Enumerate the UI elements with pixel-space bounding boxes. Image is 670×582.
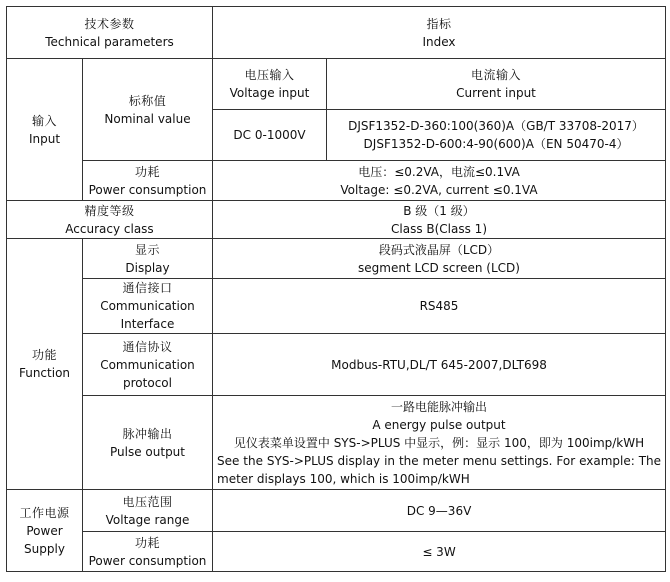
function-group-cn: 功能	[31, 348, 57, 362]
supply-power-value: ≤ 3W	[422, 544, 456, 559]
current-input-en: Current input	[456, 86, 536, 100]
input-group-cell	[7, 59, 83, 201]
function-pulse-row	[7, 396, 666, 490]
voltage-range-cn: 电压范围	[122, 494, 173, 509]
function-group-en: Function	[18, 366, 71, 380]
voltage-range-label-cell	[83, 490, 213, 532]
supply-power-label-cell	[83, 532, 213, 572]
accuracy-label-en: Accuracy class	[65, 221, 154, 236]
supply-power-value-cell	[213, 532, 666, 572]
header-index-cn: 指标	[426, 16, 452, 31]
current-value-cell	[327, 110, 666, 161]
comm-protocol-cn: 通信协议	[122, 339, 173, 354]
pulse-label-en: Pulse output	[110, 444, 185, 459]
power-supply-group-en-2: Supply	[24, 541, 65, 556]
pulse-note-en: See the SYS->PLUS display in the meter menu settings. For example: The meter displays 100, which is 100imp/kWH	[217, 453, 662, 486]
comm-protocol-label-cell	[83, 334, 213, 396]
voltage-range-value-cell	[213, 490, 666, 532]
voltage-value: DC 0-1000V	[233, 128, 306, 142]
voltage-range-value: DC 9—36V	[406, 503, 472, 518]
input-group-cn: 输入	[31, 113, 57, 128]
accuracy-value-cell	[213, 201, 666, 239]
voltage-range-en: Voltage range	[105, 512, 190, 527]
input-power-label-cell	[83, 161, 213, 201]
input-group-en: Input	[28, 131, 61, 146]
display-value-en: segment LCD screen (LCD)	[358, 260, 520, 275]
header-row	[7, 7, 666, 59]
comm-interface-value-cell	[213, 279, 666, 334]
power-supply-group-cell	[7, 490, 83, 572]
supply-power-cn: 功耗	[134, 535, 160, 550]
power-supply-group-en-1: Power	[26, 523, 63, 538]
header-param-en: Technical parameters	[45, 34, 174, 49]
comm-protocol-en-2: protocol	[123, 375, 172, 390]
current-input-header	[327, 59, 666, 110]
display-value-cell	[213, 239, 666, 279]
pulse-value-cn: 一路电能脉冲输出	[391, 399, 488, 414]
nominal-value-en: Nominal value	[104, 111, 191, 126]
pulse-note-cn: 见仪表菜单设置中 SYS->PLUS 中显示，例：显示 100，即为 100imp/kWH	[233, 435, 645, 450]
current-value-2: DJSF1352-D-600:4-90(600)A（EN 50470-4）	[363, 137, 629, 151]
input-power-en: Power consumption	[88, 182, 207, 197]
accuracy-value-cn: B 级（1 级）	[403, 203, 475, 218]
function-group-cell	[7, 239, 83, 490]
supply-power-en: Power consumption	[88, 553, 207, 568]
input-row-1	[7, 59, 666, 110]
input-power-cn: 功耗	[134, 164, 160, 179]
header-index-en: Index	[422, 34, 456, 49]
accuracy-label-cell	[7, 201, 213, 239]
current-value-1: DJSF1352-D-360:100(360)A（GB/T 33708-2017）	[348, 119, 644, 133]
header-param-cn: 技术参数	[84, 16, 135, 31]
comm-interface-value: RS485	[419, 299, 459, 313]
pulse-value-en: A energy pulse output	[372, 417, 506, 432]
header-param-cell	[7, 7, 213, 59]
display-value-cn: 段码式液晶屏（LCD）	[378, 242, 500, 257]
nominal-value-cn: 标称值	[128, 93, 167, 108]
accuracy-label-cn: 精度等级	[84, 203, 135, 218]
pulse-label-cell	[83, 396, 213, 490]
voltage-input-cn: 电压输入	[244, 68, 295, 82]
accuracy-row	[7, 201, 666, 239]
input-power-value-en: Voltage: ≤0.2VA, current ≤0.1VA	[340, 182, 538, 197]
technical-parameters-table	[6, 6, 666, 572]
display-label-cell	[83, 239, 213, 279]
display-label-en: Display	[125, 260, 170, 275]
comm-protocol-en-1: Communication	[100, 357, 195, 372]
comm-protocol-value: Modbus-RTU,DL/T 645-2007,DLT698	[331, 357, 547, 372]
current-input-cn: 电流输入	[471, 68, 522, 82]
input-power-value-cn: 电压：≤0.2VA，电流≤0.1VA	[358, 164, 520, 179]
function-comm-interface-row	[7, 279, 666, 334]
function-display-row	[7, 239, 666, 279]
comm-protocol-value-cell	[213, 334, 666, 396]
input-power-value-cell	[213, 161, 666, 201]
header-index-cell	[213, 7, 666, 59]
power-supply-range-row	[7, 490, 666, 532]
comm-interface-en-2: Interface	[120, 317, 175, 331]
input-row-3	[7, 161, 666, 201]
accuracy-value-en: Class B(Class 1)	[391, 221, 487, 236]
display-label-cn: 显示	[134, 242, 160, 257]
voltage-input-en: Voltage input	[229, 86, 310, 100]
function-comm-protocol-row	[7, 334, 666, 396]
nominal-value-cell	[83, 59, 213, 161]
pulse-value-cell	[213, 396, 666, 490]
comm-interface-label-cell	[83, 279, 213, 334]
pulse-label-cn: 脉冲输出	[122, 426, 173, 441]
voltage-value-cell	[213, 110, 327, 161]
power-supply-group-cn: 工作电源	[19, 505, 70, 520]
power-supply-consumption-row	[7, 532, 666, 572]
voltage-input-header	[213, 59, 327, 110]
comm-interface-cn: 通信接口	[122, 281, 173, 295]
comm-interface-en-1: Communication	[100, 299, 195, 313]
